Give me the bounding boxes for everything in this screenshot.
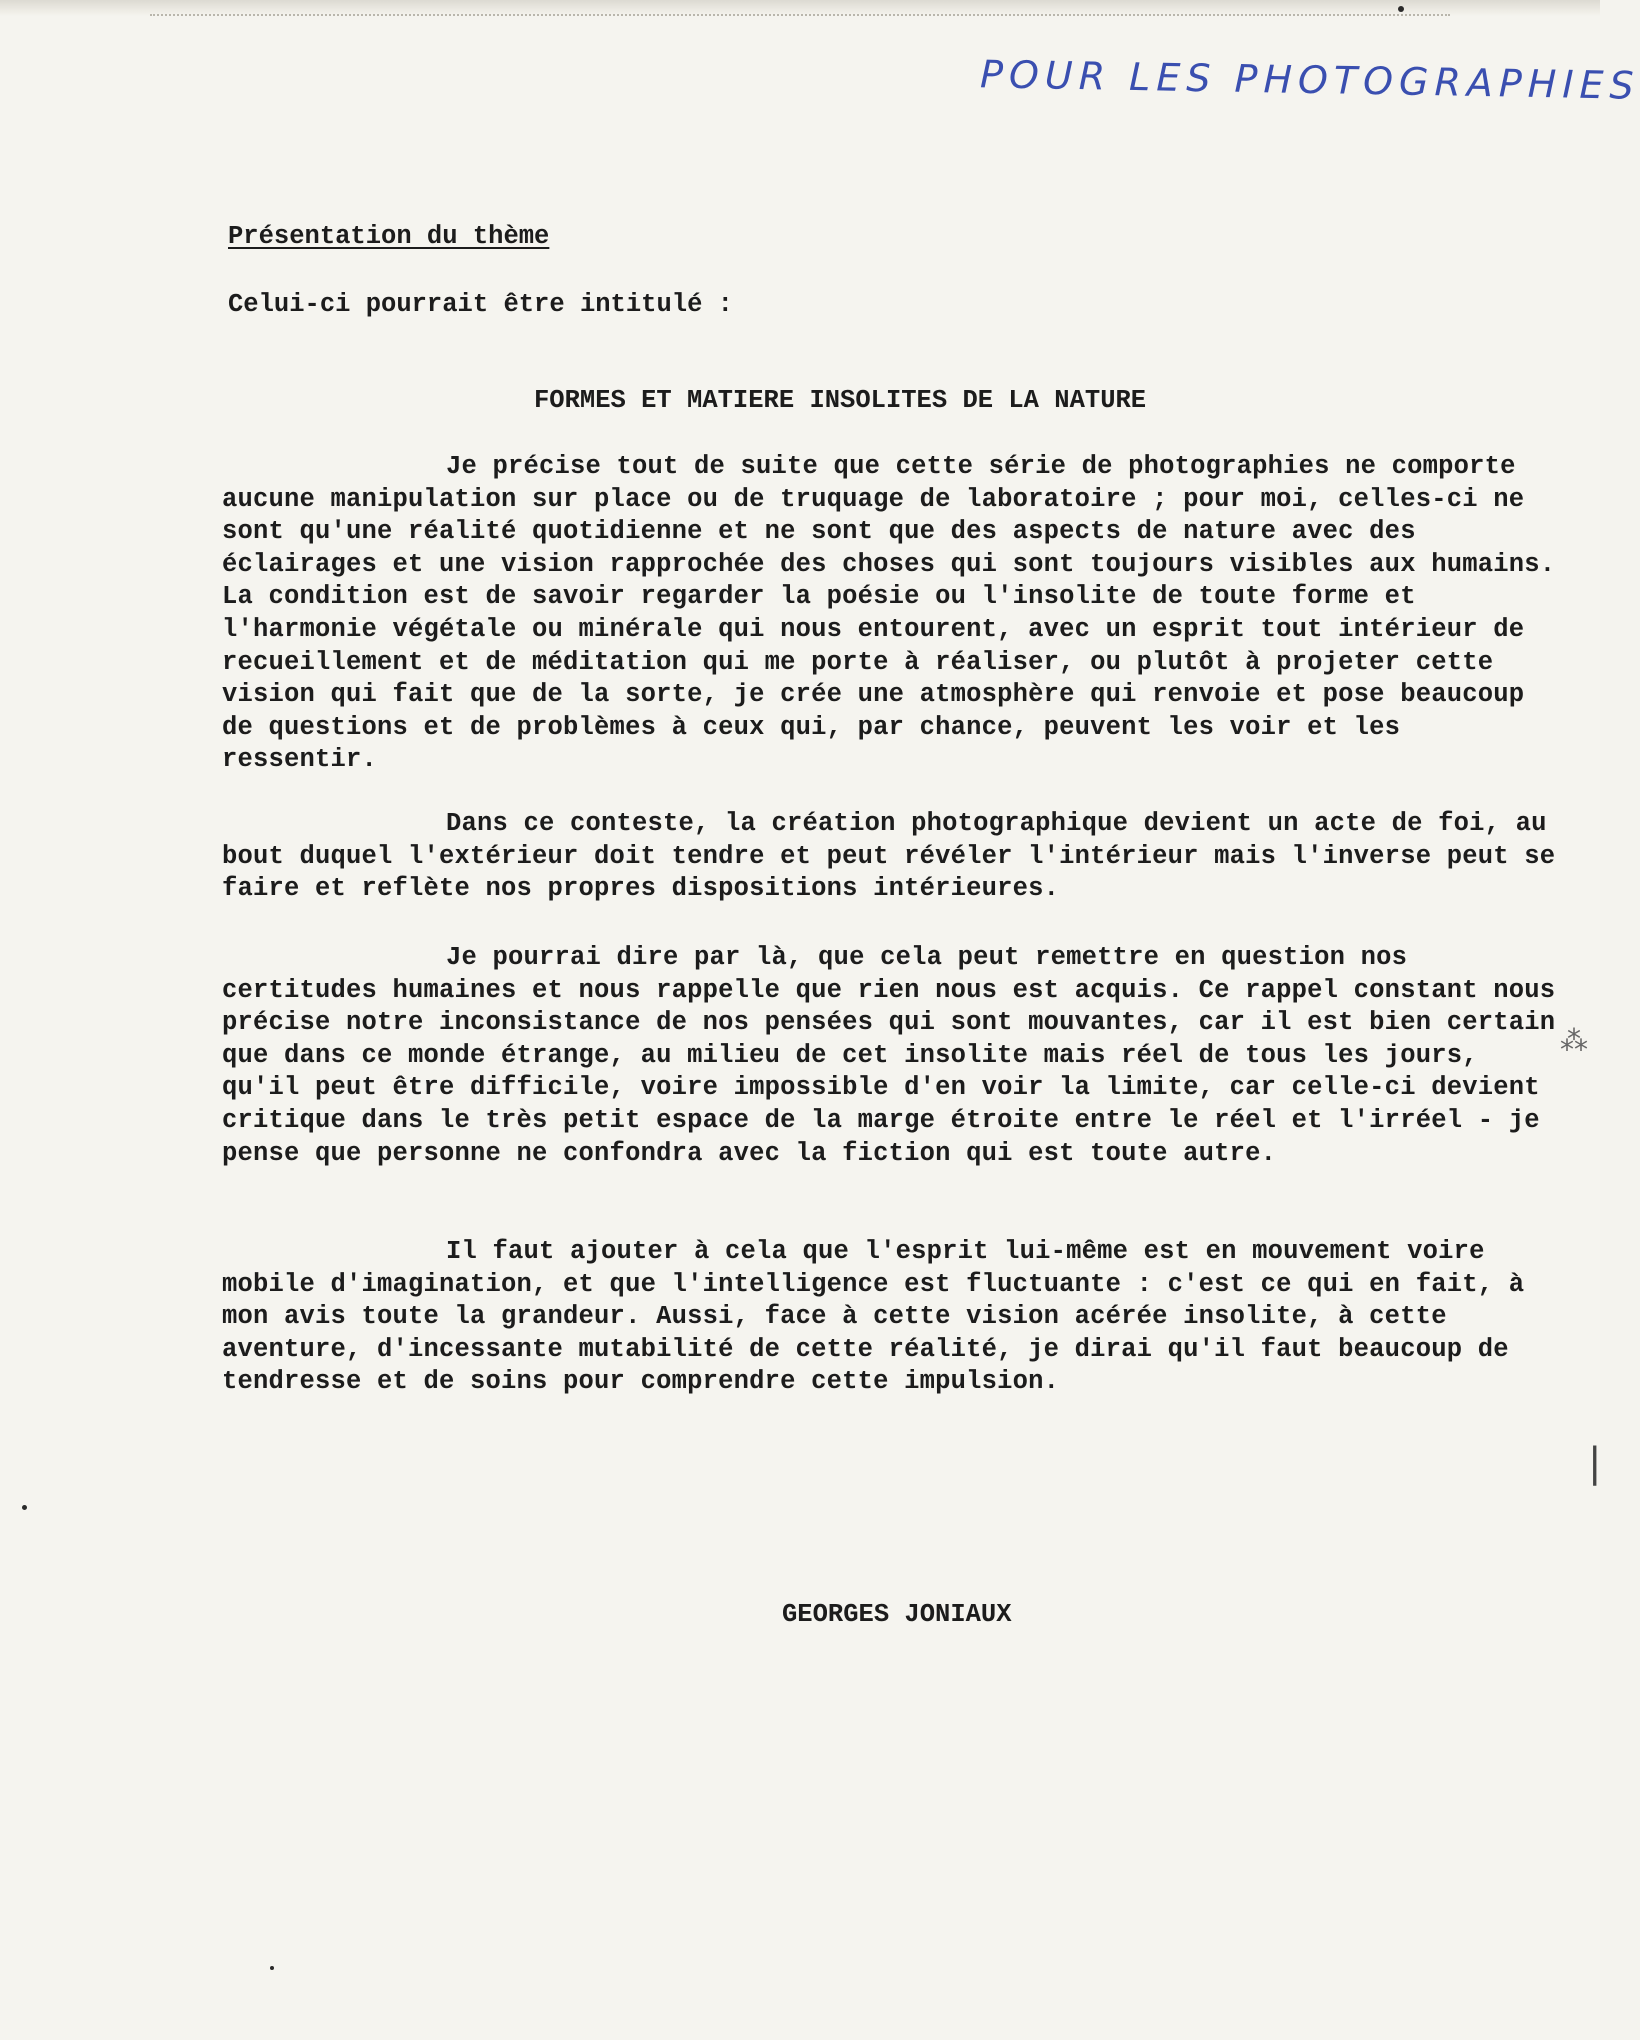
paper-speck	[270, 1966, 274, 1970]
signature: GEORGES JONIAUX	[782, 1600, 1012, 1629]
paper-speck	[22, 1505, 27, 1510]
intro-line: Celui-ci pourrait être intitulé :	[228, 290, 733, 319]
page-edge-line	[150, 14, 1450, 16]
paragraph-2: Dans ce conteste, la création photographique devient un acte de foi, au bout duquel l'extérieur doit tendre et peut révéler l'intérieur mais l'inverse peut se faire et reflète nos propres dispositions intérieures.	[222, 809, 1556, 904]
paragraph-3: Je pourrai dire par là, que cela peut remettre en question nos certitudes humaines et nous rappelle que rien nous est acquis. Ce rappel constant nous précise notre inconsistance de nos pensées qui sont mouvantes, car il est bien certain que dans ce monde étrange, au milieu de cet insolite mais réel de tous les jours, qu'il peut être difficile, voire impossible d'en voir la limite, car celle-ci devient critique dans le très petit espace de la marge étroite entre le réel et l'irréel - je pense que personne ne confondra avec la fiction qui est toute autre.	[222, 943, 1556, 1168]
paragraph-4: Il faut ajouter à cela que l'esprit lui-même est en mouvement voire mobile d'imagination, et que l'intelligence est fluctuante : c'est ce qui en fait, à mon avis toute la grandeur. Aussi, face à cette vision acérée insolite, à cette aventure, d'incessante mutabilité de cette réalité, je dirai qu'il faut beaucoup de tendresse et de soins pour comprendre cette impulsion.	[222, 1237, 1525, 1397]
margin-mark: |	[1588, 1440, 1602, 1486]
document-title: FORMES ET MATIERE INSOLITES DE LA NATURE	[534, 386, 1147, 415]
section-heading: Présentation du thème	[228, 222, 550, 251]
paragraph-1: Je précise tout de suite que cette série de photographies ne comporte aucune manipulation sur place ou de truquage de laboratoire ; pour moi, celles-ci ne sont qu'une réalité quotidienne et ne sont que des aspects de nature avec des éclairages et une vision rapprochée des choses qui sont toujours visibles aux humains. La condition est de savoir regarder la poésie ou l'insolite de toute forme et l'harmonie végétale ou minérale qui nous entourent, avec un esprit tout intérieur de recueillement et de méditation qui me porte à réaliser, ou plutôt à projeter cette vision qui fait que de la sorte, je crée une atmosphère qui renvoie et pose beaucoup de questions et de problèmes à ceux qui, par chance, peuvent les voir et les ressentir.	[222, 452, 1556, 775]
margin-mark: ⁂	[1560, 1024, 1588, 1057]
paper-speck	[1398, 6, 1404, 12]
handwritten-annotation: POUR LES PHOTOGRAPHIES	[979, 52, 1640, 108]
